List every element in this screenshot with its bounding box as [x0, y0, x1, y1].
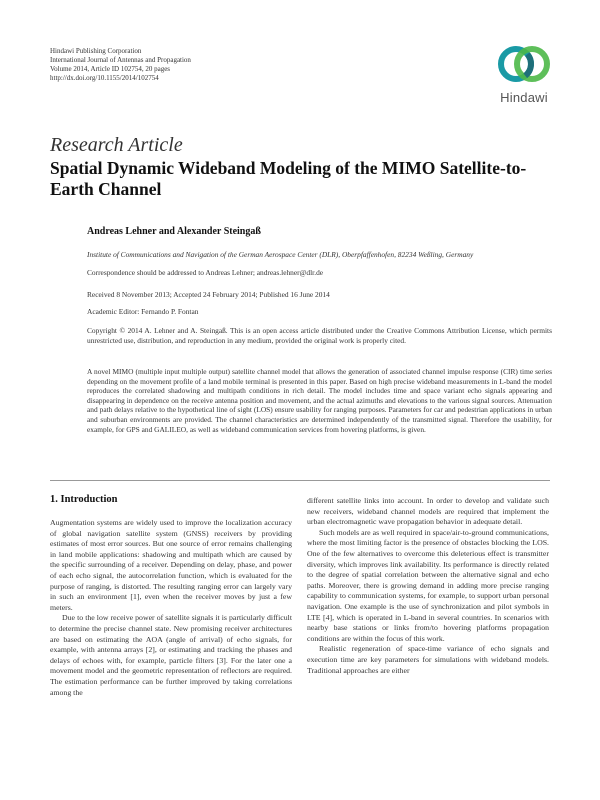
section-heading: 1. Introduction	[50, 494, 118, 505]
section-divider	[50, 480, 550, 481]
paragraph: different satellite links into account. In order to develop and validate such new receivers, wideband channel models are required that implement the urban electromagnetic wave propagation behavior in adequate detail.	[307, 496, 549, 527]
doi-link[interactable]: http://dx.doi.org/10.1155/2014/102754	[50, 74, 159, 82]
right-column	[307, 496, 549, 676]
paragraph: Realistic regeneration of space-time variance of echo signals and execution time are key parameters for simulations with wideband models. Traditional approaches are either	[307, 644, 549, 675]
academic-editor: Academic Editor: Fernando P. Fontan	[87, 307, 199, 316]
volume-info: Volume 2014, Article ID 102754, 20 pages	[50, 65, 171, 73]
hindawi-logo-icon	[494, 42, 554, 88]
publisher-name: Hindawi Publishing Corporation	[50, 47, 142, 55]
authors: Andreas Lehner and Alexander Steingaß	[87, 226, 261, 237]
paragraph: Due to the low receive power of satellite signals it is particularly difficult to determine the precise channel state. New promising receiver architectures are based on estimating the AOA (angle of arrival) of echo signals, for example, with antenna arrays [2], or estimating and tracking the phases and delays of echoes with, for example, particle filters [3]. For the later one a movement model and the geometric representation of reflectors are required. The estimation performance can be further improved by taking correlations among the	[50, 613, 292, 697]
paragraph: Augmentation systems are widely used to improve the localization accuracy of global navigation satellite system (GNSS) receivers by providing estimates of most error sources. But one source of error remains challenging in land mobile applications: shadowing and multipath which are caused by the specific surrounding of a receiver. Depending on delay, phase, and power of each echo signal, the autocorrelation function, which is evaluated for the purpose of ranging, is distorted. The resulting ranging error can largely vary in such an environment [1], even when the receiver moves by just a few meters.	[50, 518, 292, 612]
paragraph: Such models are as well required in space/air-to-ground communications, where the most limiting factor is the presence of obstacles blocking the LOS. One of the few alternatives to overcome this deleterious effect is transmitter diversity, which improves link availability. Its performance is directly related to the degree of spatial correlation between the alternative signal and echo paths. Moreover, there is growing demand in adding more precise ranging capability to communication systems, for example, to support urban personal navigation. One example is the use of synchronization and pilot symbols in LTE [4], which is operated in L-band in several countries. In scenarios with nearby base stations or links from/to hovering platforms propagation conditions are within the focus of this work.	[307, 527, 549, 643]
abstract: A novel MIMO (multiple input multiple output) satellite channel model that allows the generation of associated channel impulse response (CIR) time series depending on the movement profile of a land mobile terminal is presented in this paper. Based on high precise wideband measurements in L-band the model reproduces the correlated shadowing and multipath conditions in rich detail. The model includes time and space variant echo signals appearing and disappearing in dependence on the receive antenna position and movement, and the actual azimuths and elevations to the various signal sources. Attenuation and path delays relative to the hypothetical line of sight (LOS) ensure usability for ranging purposes. Parameters for car and pedestrian applications in urban and suburban environments are provided. The channel characteristics are determined independently of the transmitted signal. Therefore the usability, for example, for GPS and GALILEO, as well as wideband communication services from hovering platforms, is given.	[87, 367, 552, 434]
hindawi-logo-text: Hindawi	[500, 90, 548, 105]
hindawi-logo	[494, 42, 554, 104]
correspondence: Correspondence should be addressed to Andreas Lehner; andreas.lehner@dlr.de	[87, 268, 324, 277]
journal-name: International Journal of Antennas and Propagation	[50, 56, 191, 64]
copyright-notice: Copyright © 2014 A. Lehner and A. Steingaß. This is an open access article distributed under the Creative Commons Attribution License, which permits unrestricted use, distribution, and reproduction in any medium, provided the original work is properly cited.	[87, 326, 552, 345]
journal-header	[50, 47, 350, 83]
article-title: Spatial Dynamic Wideband Modeling of the MIMO Satellite-to-Earth Channel	[50, 158, 527, 199]
affiliation: Institute of Communications and Navigation of the German Aerospace Center (DLR), Oberpfaffenhofen, 82234 Weßling, Germany	[87, 250, 474, 259]
publication-dates: Received 8 November 2013; Accepted 24 February 2014; Published 16 June 2014	[87, 290, 330, 299]
left-column	[50, 493, 292, 698]
article-type: Research Article	[50, 134, 183, 156]
